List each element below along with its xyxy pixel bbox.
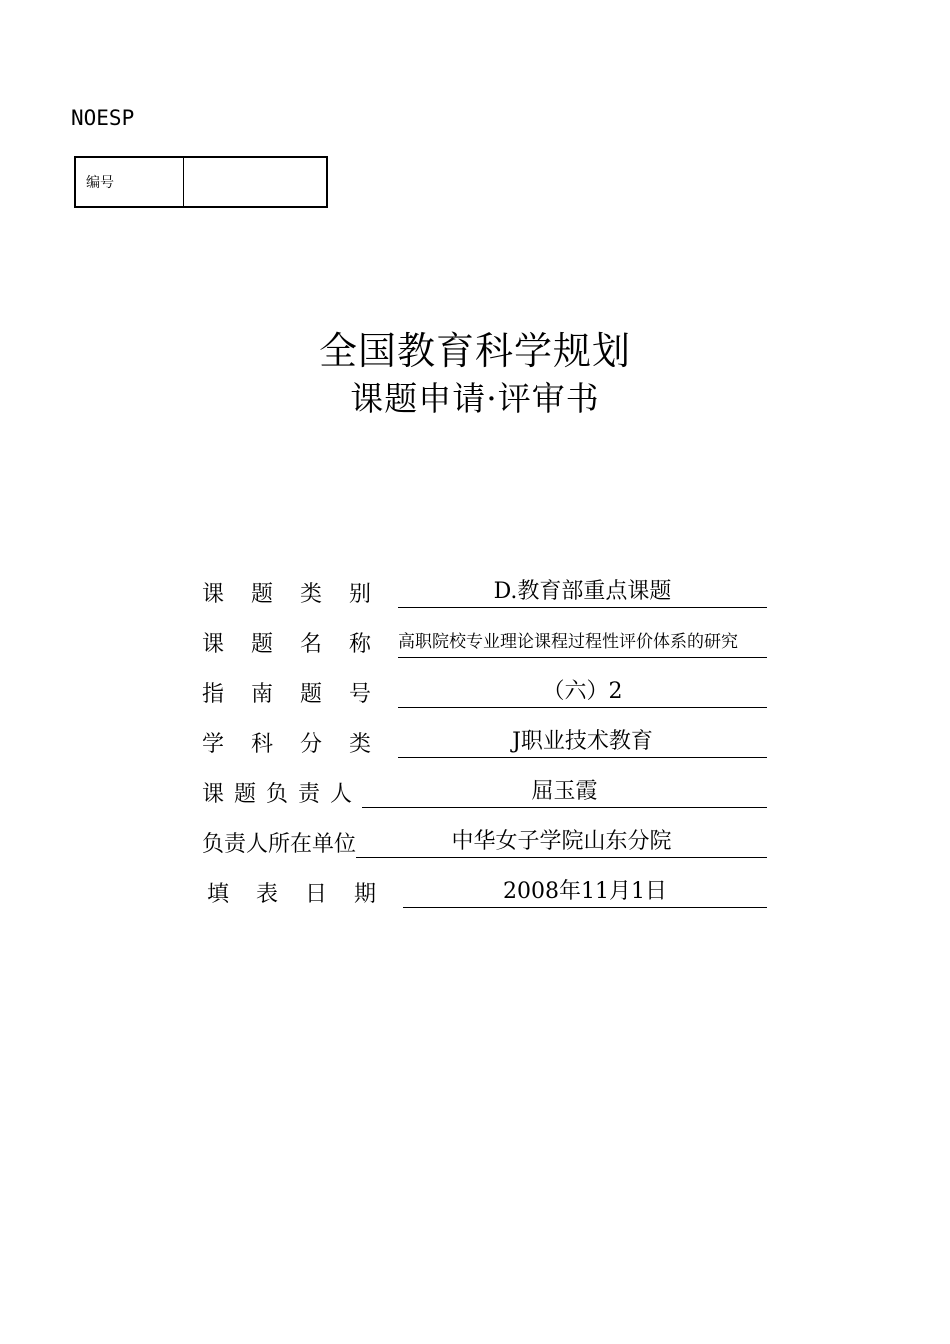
- field-subject-category: [202, 724, 767, 758]
- field-label: 填表日期: [207, 882, 404, 907]
- field-project-leader: [202, 774, 767, 808]
- field-label: 课题类别: [202, 582, 399, 607]
- field-label: 课题名称: [202, 632, 399, 657]
- field-project-category: [202, 574, 767, 608]
- document-subtitle: 课题申请·评审书: [350, 379, 600, 418]
- number-box: [74, 156, 328, 208]
- field-value[interactable]: J职业技术教育: [398, 727, 767, 758]
- field-value[interactable]: 高职院校专业理论课程过程性评价体系的研究: [398, 627, 767, 658]
- field-guide-number: [202, 674, 767, 708]
- field-value[interactable]: 屈玉霞: [362, 777, 767, 808]
- field-value[interactable]: D.教育部重点课题: [398, 577, 767, 608]
- field-value[interactable]: 中华女子学院山东分院: [356, 827, 767, 858]
- field-leader-organization: [202, 824, 767, 858]
- number-value-field[interactable]: [184, 158, 326, 206]
- document-code: NOESP: [71, 106, 135, 130]
- number-label: 编号: [76, 158, 184, 206]
- field-project-name: [202, 624, 767, 658]
- field-label: 学科分类: [202, 732, 399, 757]
- document-title: 全国教育科学规划: [318, 329, 631, 373]
- field-label: 负责人所在单位: [202, 832, 357, 857]
- field-label: 课题负责人: [202, 782, 363, 807]
- field-value[interactable]: （六）2: [398, 677, 767, 708]
- field-value[interactable]: 2008年11月1日: [403, 877, 767, 908]
- field-label: 指南题号: [202, 682, 399, 707]
- field-fill-date: [207, 874, 767, 908]
